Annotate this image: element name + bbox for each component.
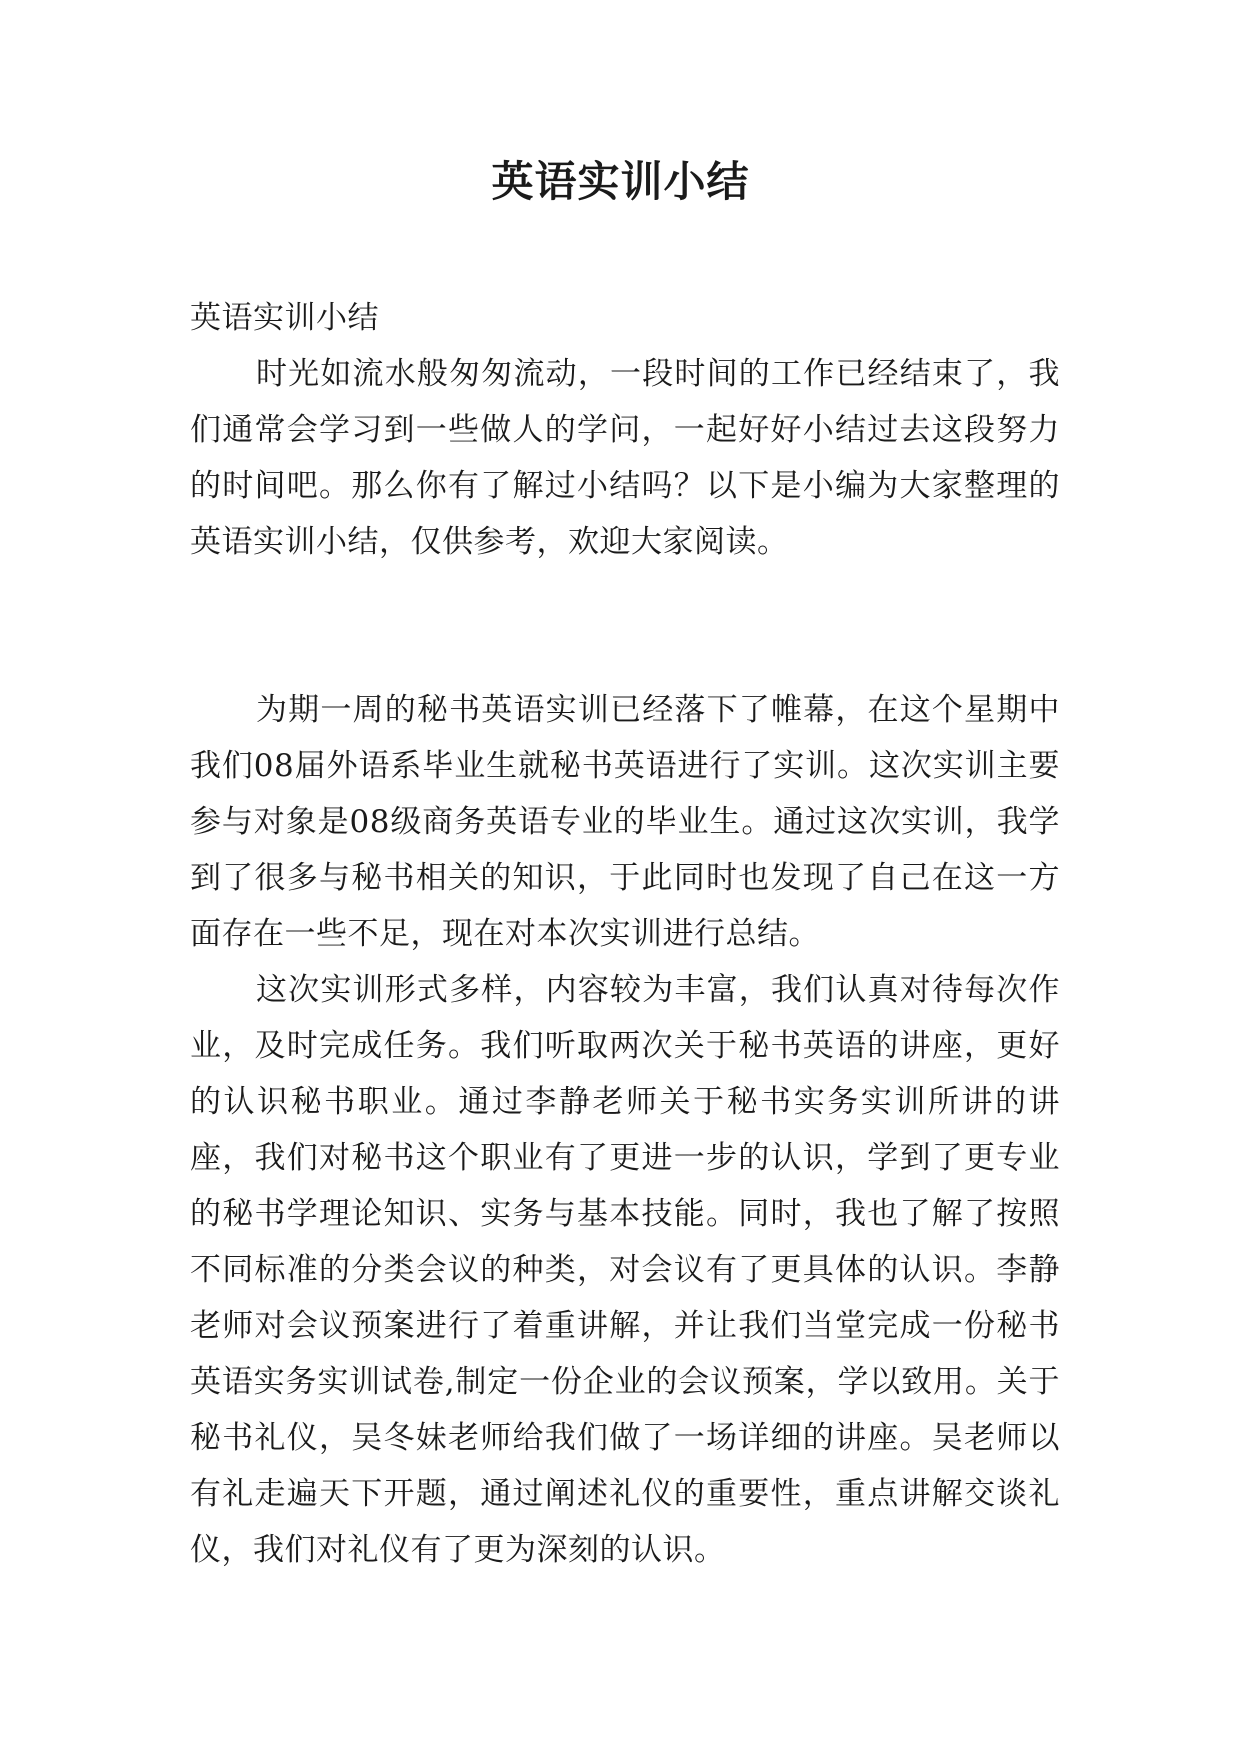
document-subtitle: 英语实训小结: [190, 300, 379, 336]
body-paragraph: 这次实训形式多样，内容较为丰富，我们认真对待每次作业，及时完成任务。我们听取两次关于秘书英语的讲座，更好的认识秘书职业。通过李静老师关于秘书实务实训所讲的讲座，我们对秘书这个职业有了更进一步的认识，学到了更专业的秘书学理论知识、实务与基本技能。同时，我也了解了按照不同标准的分类会议的种类，对会议有了更具体的认识。李静老师对会议预案进行了着重讲解，并让我们当堂完成一份秘书英语实务实训试卷,制定一份企业的会议预案，学以致用。关于秘书礼仪，吴冬妹老师给我们做了一场详细的讲座。吴老师以有礼走遍天下开题，通过阐述礼仪的重要性，重点讲解交谈礼仪，我们对礼仪有了更为深刻的认识。: [190, 972, 1060, 1568]
document-title: 英语实训小结: [491, 157, 750, 206]
paragraph-spacer: [190, 570, 1060, 682]
document-body: [190, 290, 1060, 1578]
body-paragraph: 为期一周的秘书英语实训已经落下了帷幕，在这个星期中我们08届外语系毕业生就秘书英语进行了实训。这次实训主要参与对象是08级商务英语专业的毕业生。通过这次实训，我学到了很多与秘书相关的知识，于此同时也发现了自己在这一方面存在一些不足，现在对本次实训进行总结。: [190, 692, 1060, 952]
intro-paragraph: 时光如流水般匆匆流动，一段时间的工作已经结束了，我们通常会学习到一些做人的学问，一起好好小结过去这段努力的时间吧。那么你有了解过小结吗？以下是小编为大家整理的英语实训小结，仅供参考，欢迎大家阅读。: [190, 356, 1060, 560]
